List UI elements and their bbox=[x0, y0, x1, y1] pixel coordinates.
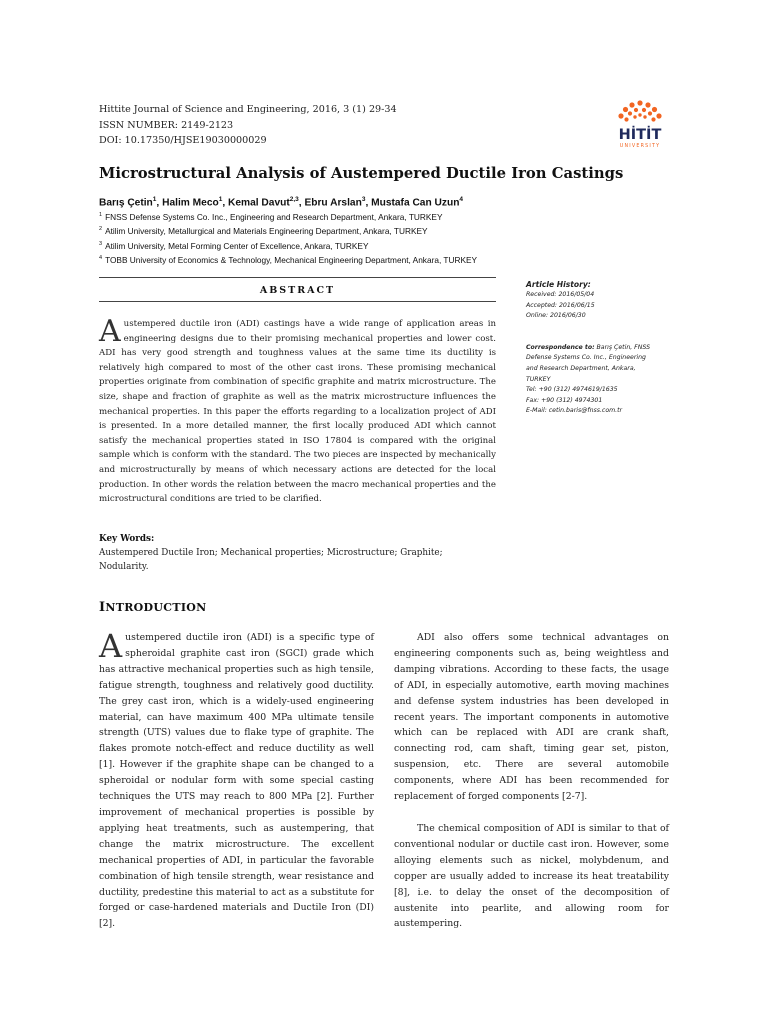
affiliation-text: TOBB University of Economics & Technology, Mechanical Engineering Department, Ankara, TURKEY bbox=[105, 254, 478, 265]
abstract-text: ustempered ductile iron (ADI) castings have a wide range of application areas in engineering designs due to their promising mechanical properties and lower cost. ADI has very good strength and toughness values at the same time its ductility is relatively high compared to most of the other cast irons. These promising mechanical properties originate from combination of specific graphite and matrix microstructure. The size, shape and fraction of graphite as well as the matrix microstructure influences the mechanical properties. In this paper the efforts regarding to a localization project of ADI is presented. In a more detailed manner, the first locally produced ADI which cannot satisfy the mechanical properties stated in ISO 17804 is compared with the original sample which is conform with the standard. The two pieces are inspected by mechanically and microstructurally by means of which necessary actions are detected for the local production. In other words the relation between the macro mechanical properties and the microstructural conditions are tried to be clarified. bbox=[99, 319, 496, 505]
affiliation bbox=[99, 252, 477, 266]
introduction-heading bbox=[99, 600, 207, 615]
affiliation-mark: 1 bbox=[99, 212, 103, 218]
received-date: Received: 2016/05/04 bbox=[526, 291, 595, 298]
author-name: Barış Çetin bbox=[99, 197, 153, 209]
intro-paragraph-2: ADI also offers some technical advantages on engineering components such as, being weightless and damping vibrations. According to these facts, the usage of ADI, in especially automotive, earth moving machines and defense system industries has been developed in recent years. The important components in automotive which can be replaced with ADI are crank shaft, connecting rod, cam shaft, timing gear set, piston, suspension, etc. There are several automobile components, where ADI has been recommended for replacement of forged components [2-7]. bbox=[394, 632, 669, 803]
logo-subtitle: UNIVERSITY bbox=[619, 144, 661, 149]
intro-column-right bbox=[394, 630, 669, 932]
author-affiliation-mark: 4 bbox=[459, 196, 464, 203]
heading-initial: I bbox=[99, 600, 106, 615]
accepted-date: Accepted: 2016/06/15 bbox=[526, 301, 595, 309]
doi: DOI: 10.17350/HJSE19030000029 bbox=[99, 135, 267, 146]
abstract-drop-cap: A bbox=[99, 314, 121, 349]
abstract-top-rule bbox=[99, 277, 496, 278]
journal-header bbox=[99, 102, 397, 149]
author-name: Mustafa Can Uzun bbox=[371, 197, 460, 209]
author-affiliation-mark: 1 bbox=[152, 196, 157, 203]
sunburst-icon bbox=[610, 95, 670, 153]
keywords-text: Austempered Ductile Iron; Mechanical properties; Microstructure; Graphite; Nodularity. bbox=[99, 548, 443, 572]
author-name: Ebru Arslan bbox=[304, 197, 362, 209]
affiliation-mark: 2 bbox=[99, 226, 103, 233]
abstract-heading: ABSTRACT bbox=[259, 285, 336, 296]
affiliation bbox=[99, 238, 477, 252]
article-sidebar bbox=[526, 279, 671, 417]
author-affiliation-mark: 2,3 bbox=[289, 196, 299, 203]
online-date: Online: 2016/06/30 bbox=[526, 312, 586, 320]
logo-wordmark: HİTİT bbox=[618, 127, 662, 143]
correspondence-label: Correspondence to: bbox=[526, 343, 595, 351]
paper-title: Microstructural Analysis of Austempered Ductile Iron Castings bbox=[99, 165, 624, 182]
abstract-bottom-rule bbox=[99, 301, 496, 302]
hitit-university-logo bbox=[610, 95, 670, 153]
correspondence-country: TURKEY bbox=[526, 375, 551, 383]
affiliation-text: FNSS Defense Systems Co. Inc., Engineering and Research Department, Ankara, TURKEY bbox=[105, 211, 443, 222]
heading-rest: NTRODUCTION bbox=[105, 601, 207, 614]
journal-citation: Hittite Journal of Science and Engineering, 2016, 3 (1) 29-34 bbox=[99, 104, 397, 115]
issn-number: ISSN NUMBER: 2149-2123 bbox=[99, 119, 234, 131]
affiliation-text: Atilim University, Metallurgical and Materials Engineering Department, Ankara, TURKEY bbox=[105, 226, 428, 237]
intro-paragraph-1: ustempered ductile iron (ADI) is a specific type of spheroidal graphite cast iron (SGCI) grade which has attractive mechanical properties such as high tensile, fatigue strength, toughness and relatively good ductility. The grey cast iron, which is a widely-used engineering material, can have maximum 400 MPa ultimate tensile strength (UTS) values due to flake type of graphite. The flakes promote notch-effect and reduce ductility as well [1]. However if the graphite shape can be changed to a spheroidal or nodular form with some special casting techniques the UTS may reach to 800 MPa [2]. Further improvement of mechanical properties is possible by applying heat treatments, such as austempering, that change the matrix microstructure. The excellent mechanical properties of ADI, in particular the favorable combination of high tensile strength, wear resistance and ductility, predestine this material to act as a substitute for forged or case-hardened materials and Ductile Iron (DI) [2]. bbox=[99, 632, 374, 930]
correspondence-org: Defense Systems Co. Inc., Engineering bbox=[526, 354, 646, 362]
intro-column-left bbox=[99, 627, 374, 932]
affiliation bbox=[99, 209, 477, 223]
correspondence-line bbox=[526, 343, 671, 354]
correspondence-name: Barış Çetin, FNSS bbox=[594, 343, 650, 351]
keywords-label: Key Words: bbox=[99, 534, 155, 544]
correspondence-email[interactable]: E-Mail: cetin.baris@fnss.com.tr bbox=[526, 407, 623, 415]
correspondence-dept: and Research Department, Ankara, bbox=[526, 364, 636, 372]
affiliation-text: Atilim University, Metal Forming Center of Excellence, Ankara, TURKEY bbox=[105, 240, 369, 251]
affiliation-list bbox=[99, 209, 477, 266]
abstract-body bbox=[99, 314, 496, 507]
author-affiliation-mark: 3 bbox=[361, 196, 366, 203]
intro-paragraph-3: The chemical composition of ADI is similar to that of conventional nodular or ductile cast iron. However, some alloying elements such as nickel, molybdenum, and copper are usually added to increase its heat treatability [8], i.e. to delay the onset of the decomposition of austenite into pearlite, and allowing room for austempering. bbox=[394, 822, 669, 930]
intro-drop-cap: A bbox=[99, 627, 123, 665]
affiliation-mark: 4 bbox=[99, 255, 103, 262]
article-history-heading: Article History: bbox=[526, 280, 591, 289]
affiliation bbox=[99, 223, 477, 237]
affiliation-mark: 3 bbox=[99, 240, 103, 247]
correspondence-fax: Fax: +90 (312) 4974301 bbox=[526, 396, 603, 404]
author-name: Kemal Davut bbox=[228, 197, 290, 209]
author-list: Barış Çetin$^1$, Halim Meco$^1$, Kemal Davut$^{2,3}$, Ebru Arslan$^3$, Mustafa Can Uzun$^4$ bbox=[99, 196, 464, 209]
correspondence-tel: Tel: +90 (312) 4974619/1635 bbox=[526, 386, 618, 394]
author-affiliation-mark: 1 bbox=[218, 196, 223, 203]
author-name: Halim Meco bbox=[162, 197, 219, 209]
